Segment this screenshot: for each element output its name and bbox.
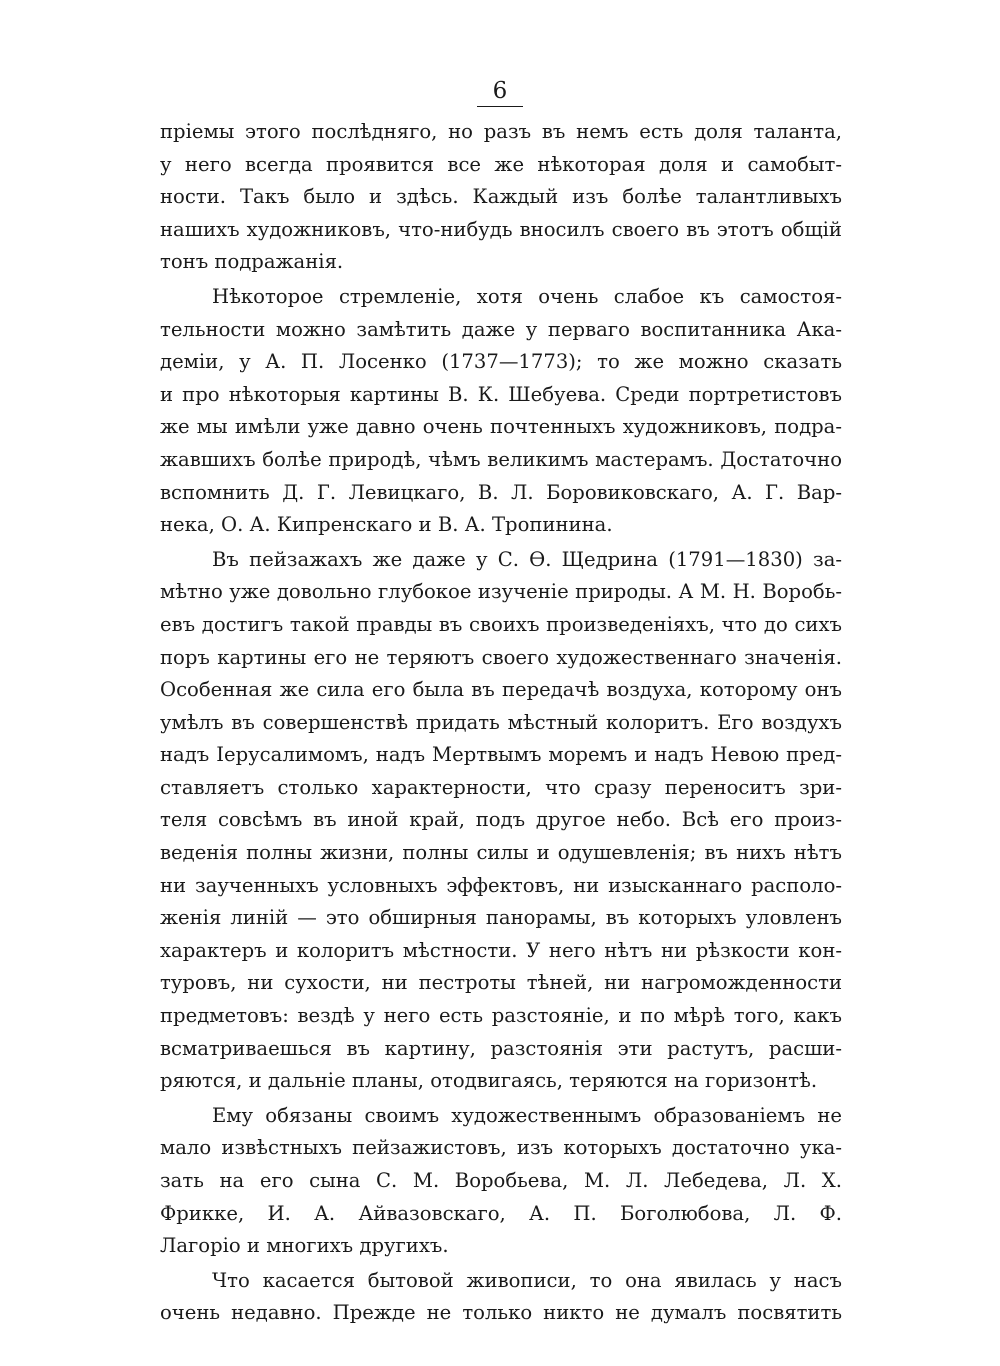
page-number [0, 78, 1000, 107]
paragraph [160, 1265, 842, 1330]
text-line: ряются, и дальніе планы, отодвигаясь, теряются на горизонтѣ. [160, 1069, 818, 1093]
text-line: мѣтно уже довольно глубокое изученіе природы. А М. Н. Воробь- [160, 580, 842, 604]
text-line: женія линій — это обширныя панорамы, въ которыхъ уловленъ [160, 906, 842, 930]
text-line: Что касается бытовой живописи, то она явилась у насъ [212, 1268, 842, 1292]
text-line: мало извѣстныхъ пейзажистовъ, изъ которыхъ достаточно ука- [160, 1136, 842, 1160]
text-line: нашихъ художниковъ, что-нибудь вносилъ своего въ этотъ общій [160, 217, 842, 241]
text-line: надъ Іерусалимомъ, надъ Мертвымъ моремъ и надъ Невою пред- [160, 743, 842, 767]
text-line: туровъ, ни сухости, ни пестроты тѣней, ни нагроможденности [160, 971, 842, 995]
body-text [160, 116, 842, 1330]
text-line: нека, О. А. Кипренскаго и В. А. Тропинина. [160, 513, 613, 537]
text-line: пріемы этого послѣдняго, но разъ въ немъ есть доля таланта, [160, 120, 842, 143]
text-line: деміи, у А. П. Лосенко (1737—1773); то же можно сказать [160, 350, 842, 374]
text-line: очень недавно. Прежде не только никто не думалъ посвятить [160, 1301, 842, 1325]
text-line: умѣлъ въ совершенствѣ придать мѣстный колоритъ. Его воздухъ [160, 710, 842, 734]
text-line: тельности можно замѣтить даже у перваго воспитанника Ака- [160, 317, 842, 341]
text-line: у него всегда проявится все же нѣкоторая доля и самобыт- [160, 152, 842, 176]
text-line: теля совсѣмъ въ иной край, подъ другое небо. Всѣ его произ- [160, 808, 842, 832]
text-line: поръ картины его не теряютъ своего художественнаго значенія. [160, 645, 842, 669]
text-line: и про нѣкоторыя картины В. К. Шебуева. Среди портретистовъ [160, 382, 842, 406]
text-line: Фрикке, И. А. Айвазовскаго, А. П. Боголюбова, Л. Ф. [160, 1201, 842, 1225]
text-line: Ему обязаны своимъ художественнымъ образованіемъ не [212, 1103, 842, 1127]
paragraph [160, 544, 842, 1098]
text-line: евъ достигъ такой правды въ своихъ произведеніяхъ, что до сихъ [160, 612, 842, 636]
text-line: Особенная же сила его была въ передачѣ воздуха, которому онъ [160, 678, 842, 702]
text-line: предметовъ: вездѣ у него есть разстояніе, и по мѣрѣ того, какъ [160, 1004, 842, 1028]
paragraph [160, 1100, 842, 1263]
text-line: Нѣкоторое стремленіе, хотя очень слабое къ самостоя- [212, 284, 842, 308]
text-line: Въ пейзажахъ же даже у С. Ѳ. Щедрина (1791—1830) за- [212, 547, 842, 571]
text-line: зать на его сына С. М. Воробьева, М. Л. Лебедева, Л. Х. [160, 1169, 842, 1192]
text-line: ности. Такъ было и здѣсь. Каждый изъ болѣе талантливыхъ [160, 185, 842, 209]
text-line: всматриваешься въ картину, разстоянія эти растутъ, расши- [160, 1036, 842, 1060]
text-line: вспомнить Д. Г. Левицкаго, В. Л. Боровиковскаго, А. Г. Вар- [160, 480, 842, 504]
text-line: ставляетъ столько характерности, что сразу переноситъ зри- [160, 775, 842, 799]
text-line: веденія полны жизни, полны силы и одушевленія; въ нихъ нѣтъ [160, 841, 842, 865]
page-number-text: 6 [477, 78, 524, 107]
text-line: ни заученныхъ условныхъ эффектовъ, ни изысканнаго располо- [160, 873, 842, 897]
paragraph [160, 116, 842, 279]
paragraph [160, 281, 842, 542]
text-line: характеръ и колоритъ мѣстности. У него нѣтъ ни рѣзкости кон- [160, 938, 842, 962]
text-line: же мы имѣли уже давно очень почтенныхъ художниковъ, подра- [160, 415, 842, 439]
text-line: тонъ подражанія. [160, 250, 344, 274]
text-line: Лагоріо и многихъ другихъ. [160, 1234, 449, 1258]
text-line: жавшихъ болѣе природѣ, чѣмъ великимъ мастерамъ. Достаточно [160, 447, 842, 471]
